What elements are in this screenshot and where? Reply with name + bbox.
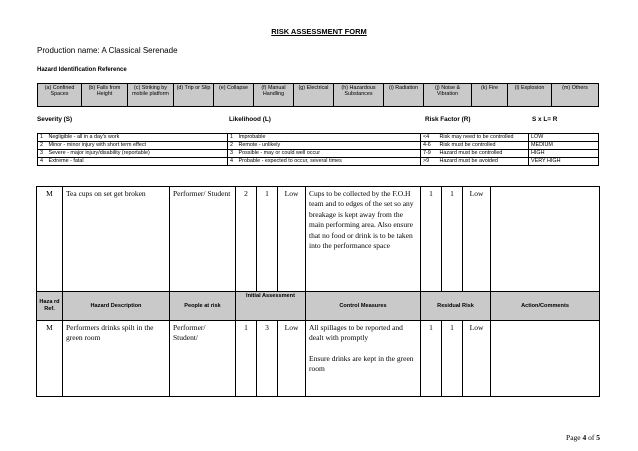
severity-text: Extreme - fatal (47, 158, 228, 166)
severity-text: Severe - major injury/disability (reportable) (47, 150, 228, 158)
page-current: 4 (582, 433, 587, 442)
legend-row (38, 150, 599, 158)
severity-number: 4 (38, 158, 47, 166)
risk-text: Risk must be controlled (438, 142, 529, 150)
table-header-row (37, 292, 600, 321)
severity-number: 3 (38, 150, 47, 158)
risk-range: 4-6 (421, 142, 438, 150)
initial-severity: 1 (236, 321, 257, 397)
legend-row (38, 134, 599, 142)
page-total: 5 (596, 433, 600, 442)
people-at-risk-header: People at risk (170, 292, 236, 321)
severity-text: Negligible - all in a day's work (47, 134, 228, 142)
risk-text: Hazard must be controlled (438, 150, 529, 158)
hazard-description-header: Hazard Description (63, 292, 170, 321)
hazard-ref: M (37, 187, 63, 292)
legend-row (38, 158, 599, 166)
likelihood-text: Improbable (237, 134, 421, 142)
people-at-risk: Performer/ Student (170, 187, 236, 292)
hazard-ref-header: Haza rd Ref. (37, 292, 63, 321)
hazard-category: (e) Collapse (214, 84, 254, 107)
page-number (566, 433, 600, 442)
risk-range: 7-9 (421, 150, 438, 158)
hazard-category: (k) Fire (472, 84, 508, 107)
likelihood-number: 4 (228, 158, 237, 166)
form-title: RISK ASSESSMENT FORM (271, 27, 367, 36)
risk-text: Hazard must be avoided (438, 158, 529, 166)
hazard-category: (a) Confined Spaces (38, 84, 82, 107)
risk-assessment-table (36, 186, 600, 397)
control-measure-text: Ensure drinks are kept in the green room (309, 353, 414, 374)
table-row (37, 321, 600, 397)
likelihood-text: Remote - unlikely (237, 142, 421, 150)
page-of: of (588, 433, 595, 442)
hazard-description: Performers drinks spilt in the green room (63, 321, 170, 397)
severity-heading: Severity (S) (37, 116, 73, 123)
likelihood-text: Possible - may or could well occur (237, 150, 421, 158)
action-comments (491, 321, 600, 397)
hazard-category: (i) Radiation (384, 84, 424, 107)
residual-risk-header: Residual Risk (421, 292, 491, 321)
control-measure-text: All spillages to be reported and dealt with promptly (309, 323, 403, 343)
likelihood-number: 3 (228, 150, 237, 158)
initial-likelihood: 1 (257, 187, 278, 292)
residual-likelihood: 1 (442, 321, 463, 397)
risk-formula: S x L= R (532, 116, 558, 123)
risk-factor-heading: Risk Factor (R) (425, 116, 471, 123)
table-row (37, 187, 600, 292)
control-measures: Cups to be collected by the F.O.H team and to edges of the set so any breakage is kept away from the main performing area. Also ensure that no food or drink is to be taken into the performance space (306, 187, 421, 292)
residual-severity: 1 (421, 187, 442, 292)
hazard-description: Tea cups on set get broken (63, 187, 170, 292)
hazard-category: (j) Noise & Vibration (424, 84, 472, 107)
residual-risk: Low (463, 321, 491, 397)
hazard-ref: M (37, 321, 63, 397)
control-measures-header: Control Measures (306, 292, 421, 321)
hazard-category: (b) Falls from Height (82, 84, 128, 107)
people-at-risk: Performer/ Student/ (170, 321, 236, 397)
risk-range: <4 (421, 134, 438, 142)
residual-severity: 1 (421, 321, 442, 397)
risk-legend-table (37, 133, 599, 166)
risk-level: MEDIUM (529, 142, 599, 150)
risk-range: >9 (421, 158, 438, 166)
hazard-category: (h) Hazardous Substances (334, 84, 384, 107)
residual-risk: Low (463, 187, 491, 292)
initial-risk: Low (278, 187, 306, 292)
initial-assessment-header: Initial Assessment (236, 292, 306, 321)
likelihood-number: 2 (228, 142, 237, 150)
hazard-category: (d) Trip or Slip (174, 84, 214, 107)
hazard-category: (l) Explosion (508, 84, 552, 107)
likelihood-heading: Likelihood (L) (229, 116, 271, 123)
risk-level: VERY HIGH (529, 158, 599, 166)
control-measures (306, 321, 421, 397)
initial-severity: 2 (236, 187, 257, 292)
production-name: Production name: A Classical Serenade (37, 46, 178, 55)
severity-text: Minor - minor injury with short term effect (47, 142, 228, 150)
hazard-ref-heading: Hazard Identification Reference (37, 67, 127, 73)
initial-likelihood: 3 (257, 321, 278, 397)
likelihood-text: Probable - expected to occur, several times (237, 158, 421, 166)
severity-number: 2 (38, 142, 47, 150)
hazard-category: (c) Striking by mobile platform (128, 84, 174, 107)
risk-text: Risk may need to be controlled (438, 134, 529, 142)
residual-likelihood: 1 (442, 187, 463, 292)
severity-number: 1 (38, 134, 47, 142)
hazard-categories-table (37, 83, 599, 107)
page-label: Page (566, 433, 581, 442)
likelihood-number: 1 (228, 134, 237, 142)
hazard-category: (g) Electrical (294, 84, 334, 107)
hazard-category: (m) Others (552, 84, 599, 107)
risk-level: HIGH (529, 150, 599, 158)
action-comments (491, 187, 600, 292)
action-comments-header: Action/Comments (491, 292, 600, 321)
hazard-category: (f) Manual Handling (254, 84, 294, 107)
initial-risk: Low (278, 321, 306, 397)
risk-level: LOW (529, 134, 599, 142)
legend-row (38, 142, 599, 150)
